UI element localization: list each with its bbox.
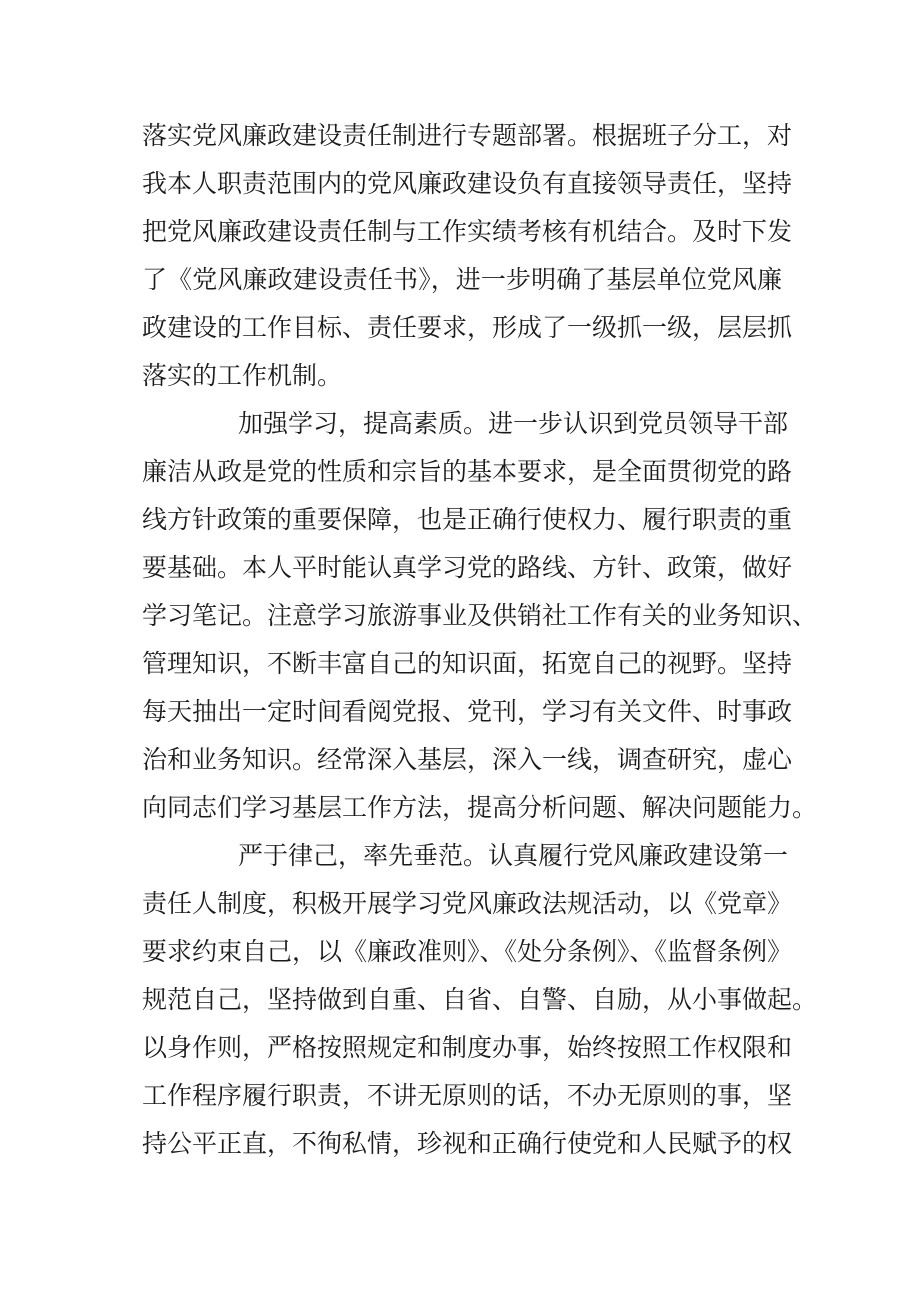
text-line: 落实的工作机制。 [142,361,343,390]
text-line: 责任人制度，积极开展学习党风廉政法规活动，以《党章》 [142,889,793,918]
text-line: 持公平正直，不徇私情，珍视和正确行使党和人民赋予的权 [142,1129,793,1158]
text-line: 治和业务知识。经常深入基层，深入一线，调查研究，虚心 [142,745,793,774]
text-line: 政建设的工作目标、责任要求，形成了一级抓一级，层层抓 [142,313,793,342]
text-line: 廉洁从政是党的性质和宗旨的基本要求，是全面贯彻党的路 [142,457,793,486]
text-line: 了《党风廉政建设责任书》，进一步明确了基层单位党风廉 [142,265,782,294]
text-line: 工作程序履行职责，不讲无原则的话，不办无原则的事，坚 [142,1081,793,1110]
text-line: 管理知识，不断丰富自己的知识面，拓宽自己的视野。坚持 [142,649,793,678]
text-line: 落实党风廉政建设责任制进行专题部署。根据班子分工，对 [142,121,793,150]
text-line: 向同志们学习基层工作方法，提高分析问题、解决问题能力。 [142,793,818,822]
paragraph-heading-line: 严于律己，率先垂范。认真履行党风廉政建设第一 [238,841,789,870]
text-line: 要求约束自己，以《廉政准则》、《处分条例》、《监督条例》 [142,937,793,966]
text-line: 每天抽出一定时间看阅党报、党刊，学习有关文件、时事政 [142,697,793,726]
text-line: 规范自己，坚持做到自重、自省、自警、自励，从小事做起。 [142,985,818,1014]
text-line: 把党风廉政建设责任制与工作实绩考核有机结合。及时下发 [142,217,793,246]
paragraph-heading-line: 加强学习，提高素质。进一步认识到党员领导干部 [238,409,789,438]
text-line: 学习笔记。注意学习旅游事业及供销社工作有关的业务知识、 [142,601,818,630]
text-line: 要基础。本人平时能认真学习党的路线、方针、政策，做好 [142,553,793,582]
text-line: 线方针政策的重要保障，也是正确行使权力、履行职责的重 [142,505,793,534]
text-line: 我本人职责范围内的党风廉政建设负有直接领导责任，坚持 [142,169,793,198]
text-line: 以身作则，严格按照规定和制度办事，始终按照工作权限和 [142,1033,793,1062]
